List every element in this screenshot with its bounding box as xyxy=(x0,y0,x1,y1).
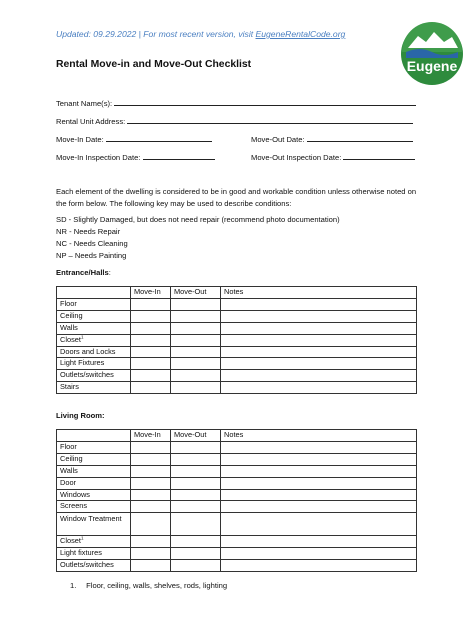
move-in-inspection-field[interactable] xyxy=(56,152,215,162)
header-move-in: Move-In xyxy=(131,287,171,299)
row-label xyxy=(57,536,131,548)
eugene-logo xyxy=(400,22,464,86)
header-notes: Notes xyxy=(221,430,417,442)
move-out-date-label: Move-Out Date: xyxy=(251,135,305,144)
table-row xyxy=(57,513,417,536)
row-label: Window Treatment xyxy=(57,513,131,536)
row-label: Walls xyxy=(57,322,131,334)
notes-cell[interactable] xyxy=(221,548,417,560)
table-header-row xyxy=(57,287,417,299)
move-in-date-line[interactable] xyxy=(106,134,212,142)
table-row xyxy=(57,298,417,310)
footnote-number: 1. xyxy=(70,581,77,590)
notes-cell[interactable] xyxy=(221,310,417,322)
row-label: Light Fixtures xyxy=(57,358,131,370)
move-in-cell[interactable] xyxy=(131,346,171,358)
row-label-text: Closet xyxy=(60,536,81,546)
key-nc: NC - Needs Cleaning xyxy=(56,239,128,248)
row-label: Screens xyxy=(57,501,131,513)
key-nr: NR - Needs Repair xyxy=(56,227,121,236)
move-out-cell[interactable] xyxy=(171,477,221,489)
table-row xyxy=(57,465,417,477)
entrance-table xyxy=(56,286,417,394)
living-room-table xyxy=(56,429,417,572)
move-out-inspection-line[interactable] xyxy=(343,152,415,160)
row-label xyxy=(57,334,131,346)
logo-wordmark: Eugene xyxy=(406,58,458,74)
intro-paragraph: Each element of the dwelling is considered to be in good and workable condition unless otherwise noted on the form below. The following key may be used to describe conditions: xyxy=(56,187,417,208)
move-out-cell[interactable] xyxy=(171,441,221,453)
table-row xyxy=(57,536,417,548)
eugene-rental-code-link[interactable]: EugeneRentalCode.org xyxy=(255,29,346,39)
row-label: Light fixtures xyxy=(57,548,131,560)
move-out-cell[interactable] xyxy=(171,465,221,477)
move-out-cell[interactable] xyxy=(171,322,221,334)
move-in-inspection-label: Move-In Inspection Date: xyxy=(56,153,141,162)
move-out-date-field[interactable] xyxy=(251,134,413,144)
notes-cell[interactable] xyxy=(221,477,417,489)
tenant-names-line[interactable] xyxy=(114,98,416,106)
table-row xyxy=(57,489,417,501)
header-move-out: Move-Out xyxy=(171,430,221,442)
move-out-cell[interactable] xyxy=(171,489,221,501)
notes-cell[interactable] xyxy=(221,382,417,394)
table-row xyxy=(57,370,417,382)
move-out-cell[interactable] xyxy=(171,453,221,465)
move-out-inspection-field[interactable] xyxy=(251,152,415,162)
footnote-marker: 1 xyxy=(80,334,84,340)
move-in-cell[interactable] xyxy=(131,548,171,560)
move-in-cell[interactable] xyxy=(131,501,171,513)
table-row xyxy=(57,453,417,465)
table-header-row xyxy=(57,430,417,442)
move-out-cell[interactable] xyxy=(171,548,221,560)
updated-notice xyxy=(56,29,345,39)
move-out-cell[interactable] xyxy=(171,358,221,370)
entrance-heading: Entrance/Halls: xyxy=(56,268,111,277)
table-row xyxy=(57,334,417,346)
table-row xyxy=(57,441,417,453)
move-in-cell[interactable] xyxy=(131,536,171,548)
header-notes: Notes xyxy=(221,287,417,299)
move-in-cell[interactable] xyxy=(131,513,171,536)
header-blank-cell xyxy=(57,430,131,442)
row-label: Ceiling xyxy=(57,310,131,322)
row-label: Windows xyxy=(57,489,131,501)
tenant-names-field[interactable] xyxy=(56,98,416,108)
footnote xyxy=(70,581,227,590)
move-out-date-line[interactable] xyxy=(307,134,413,142)
move-in-date-field[interactable] xyxy=(56,134,212,144)
notes-cell[interactable] xyxy=(221,465,417,477)
row-label: Outlets/switches xyxy=(57,370,131,382)
rental-address-field[interactable] xyxy=(56,116,413,126)
row-label: Floor xyxy=(57,441,131,453)
table-row xyxy=(57,310,417,322)
move-in-cell[interactable] xyxy=(131,560,171,572)
move-out-cell[interactable] xyxy=(171,310,221,322)
notes-cell[interactable] xyxy=(221,560,417,572)
move-in-cell[interactable] xyxy=(131,382,171,394)
row-label: Stairs xyxy=(57,382,131,394)
notes-cell[interactable] xyxy=(221,453,417,465)
header-blank-cell xyxy=(57,287,131,299)
row-label: Walls xyxy=(57,465,131,477)
entrance-heading-text: Entrance/Halls xyxy=(56,268,109,277)
rental-address-line[interactable] xyxy=(127,116,413,124)
table-row xyxy=(57,346,417,358)
notes-cell[interactable] xyxy=(221,358,417,370)
notes-cell[interactable] xyxy=(221,501,417,513)
notes-cell[interactable] xyxy=(221,441,417,453)
table-row xyxy=(57,560,417,572)
move-out-cell[interactable] xyxy=(171,382,221,394)
tenant-names-label: Tenant Name(s): xyxy=(56,99,113,108)
move-in-cell[interactable] xyxy=(131,453,171,465)
row-label-text: Closet xyxy=(60,334,81,344)
notes-cell[interactable] xyxy=(221,346,417,358)
move-in-cell[interactable] xyxy=(131,477,171,489)
move-in-cell[interactable] xyxy=(131,465,171,477)
row-label: Door xyxy=(57,477,131,489)
row-label: Outlets/switches xyxy=(57,560,131,572)
header-move-in: Move-In xyxy=(131,430,171,442)
notes-cell[interactable] xyxy=(221,334,417,346)
move-in-cell[interactable] xyxy=(131,310,171,322)
living-room-heading: Living Room: xyxy=(56,411,105,420)
table-row xyxy=(57,477,417,489)
footnote-text: Floor, ceiling, walls, shelves, rods, lighting xyxy=(86,581,228,590)
move-in-cell[interactable] xyxy=(131,370,171,382)
move-out-inspection-label: Move-Out Inspection Date: xyxy=(251,153,342,162)
notes-cell[interactable] xyxy=(221,536,417,548)
move-in-cell[interactable] xyxy=(131,334,171,346)
updated-text: Updated: 09.29.2022 | For most recent version, visit xyxy=(56,29,256,39)
row-label: Doors and Locks xyxy=(57,346,131,358)
table-row xyxy=(57,322,417,334)
footnote-marker: 1 xyxy=(80,535,84,541)
key-np: NP – Needs Painting xyxy=(56,251,127,260)
move-in-date-label: Move-In Date: xyxy=(56,135,104,144)
move-in-cell[interactable] xyxy=(131,322,171,334)
table-row xyxy=(57,548,417,560)
notes-cell[interactable] xyxy=(221,489,417,501)
move-out-cell[interactable] xyxy=(171,560,221,572)
notes-cell[interactable] xyxy=(221,370,417,382)
move-in-inspection-line[interactable] xyxy=(143,152,215,160)
header-move-out: Move-Out xyxy=(171,287,221,299)
move-out-cell[interactable] xyxy=(171,513,221,536)
move-out-cell[interactable] xyxy=(171,370,221,382)
move-out-cell[interactable] xyxy=(171,501,221,513)
notes-cell[interactable] xyxy=(221,298,417,310)
move-in-cell[interactable] xyxy=(131,298,171,310)
table-row xyxy=(57,501,417,513)
notes-cell[interactable] xyxy=(221,513,417,536)
row-label: Floor xyxy=(57,298,131,310)
table-row xyxy=(57,358,417,370)
move-in-cell[interactable] xyxy=(131,489,171,501)
row-label: Ceiling xyxy=(57,453,131,465)
table-row xyxy=(57,382,417,394)
move-out-cell[interactable] xyxy=(171,536,221,548)
key-sd: SD - Slightly Damaged, but does not need repair (recommend photo documentation) xyxy=(56,215,340,224)
rental-address-label: Rental Unit Address: xyxy=(56,117,126,126)
move-out-cell[interactable] xyxy=(171,334,221,346)
move-in-cell[interactable] xyxy=(131,441,171,453)
page-title: Rental Move-in and Move-Out Checklist xyxy=(56,59,252,70)
move-out-cell[interactable] xyxy=(171,346,221,358)
move-in-cell[interactable] xyxy=(131,358,171,370)
move-out-cell[interactable] xyxy=(171,298,221,310)
notes-cell[interactable] xyxy=(221,322,417,334)
